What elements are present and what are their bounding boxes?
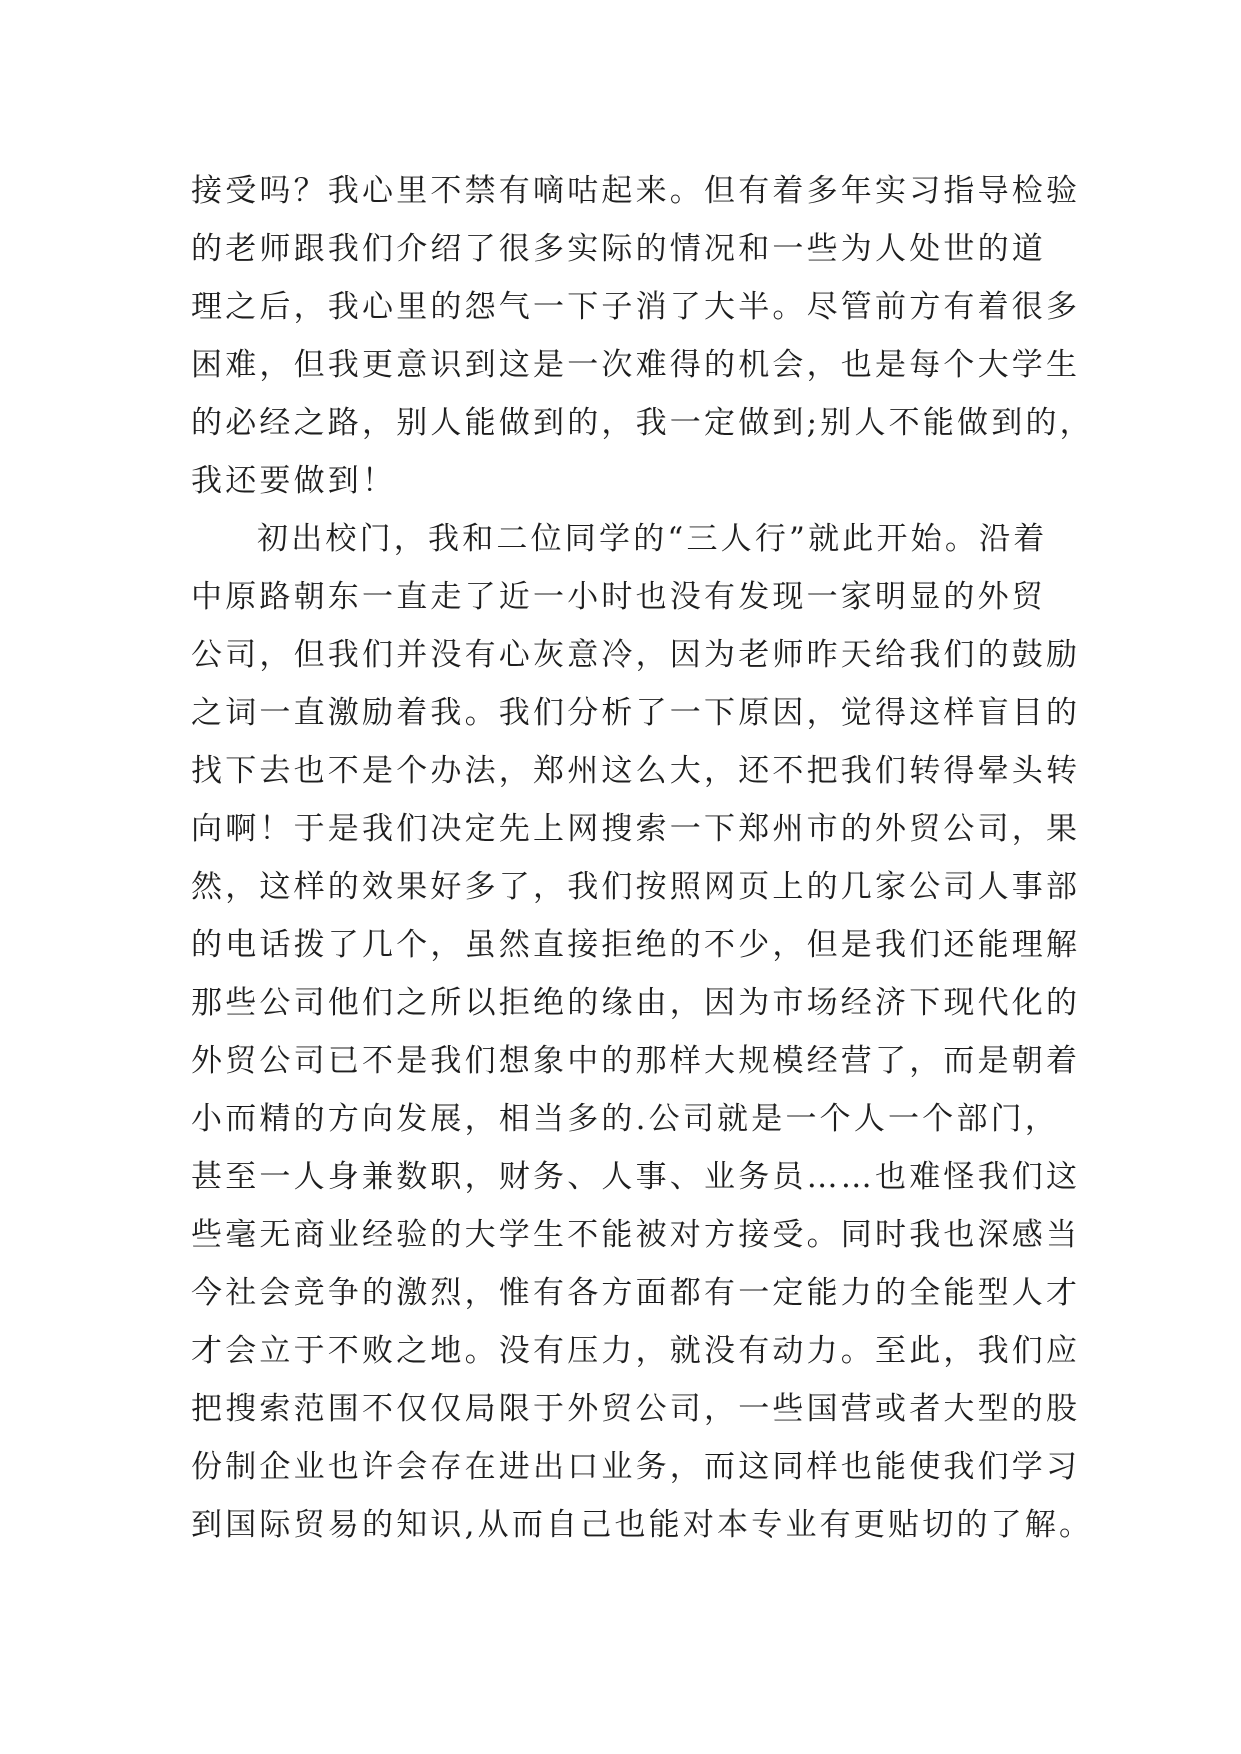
text-line: 的电话拨了几个，虽然直接拒绝的不少，但是我们还能理解 <box>191 927 1081 963</box>
text-line: 中原路朝东一直走了近一小时也没有发现一家明显的外贸 <box>191 579 1046 615</box>
text-line: 外贸公司已不是我们想象中的那样大规模经营了，而是朝着 <box>191 1043 1081 1079</box>
text-line: 我还要做到！ <box>191 463 397 499</box>
text-line: 公司，但我们并没有心灰意冷，因为老师昨天给我们的鼓励 <box>191 637 1081 673</box>
body-text <box>191 162 1094 1554</box>
text-line: 找下去也不是个办法，郑州这么大，还不把我们转得晕头转 <box>191 753 1081 789</box>
text-line: 些毫无商业经验的大学生不能被对方接受。同时我也深感当 <box>191 1217 1081 1253</box>
text-line: 甚至一人身兼数职，财务、人事、业务员……也难怪我们这 <box>191 1159 1081 1195</box>
text-line: 到国际贸易的知识,从而自己也能对本专业有更贴切的了解。 <box>191 1507 1094 1543</box>
text-line: 的老师跟我们介绍了很多实际的情况和一些为人处世的道 <box>191 231 1046 267</box>
text-line: 份制企业也许会存在进出口业务，而这同样也能使我们学习 <box>191 1449 1081 1485</box>
text-line: 小而精的方向发展，相当多的.公司就是一个人一个部门， <box>191 1101 1060 1137</box>
paragraph-first-line: 初出校门，我和二位同学的“三人行”就此开始。沿着 <box>257 521 1048 557</box>
text-line: 然，这样的效果好多了，我们按照网页上的几家公司人事部 <box>191 869 1081 905</box>
text-line: 那些公司他们之所以拒绝的缘由，因为市场经济下现代化的 <box>191 985 1081 1021</box>
text-line: 之词一直激励着我。我们分析了一下原因，觉得这样盲目的 <box>191 695 1081 731</box>
text-line: 今社会竞争的激烈，惟有各方面都有一定能力的全能型人才 <box>191 1275 1081 1311</box>
text-line: 困难，但我更意识到这是一次难得的机会，也是每个大学生 <box>191 347 1081 383</box>
text-line: 的必经之路，别人能做到的，我一定做到;别人不能做到的， <box>191 405 1094 441</box>
text-line: 才会立于不败之地。没有压力，就没有动力。至此，我们应 <box>191 1333 1081 1369</box>
text-line: 接受吗？我心里不禁有嘀咕起来。但有着多年实习指导检验 <box>191 173 1081 209</box>
text-line: 理之后，我心里的怨气一下子消了大半。尽管前方有着很多 <box>191 289 1081 325</box>
text-line: 把搜索范围不仅仅局限于外贸公司，一些国营或者大型的股 <box>191 1391 1081 1427</box>
text-line: 向啊！于是我们决定先上网搜索一下郑州市的外贸公司，果 <box>191 811 1081 847</box>
